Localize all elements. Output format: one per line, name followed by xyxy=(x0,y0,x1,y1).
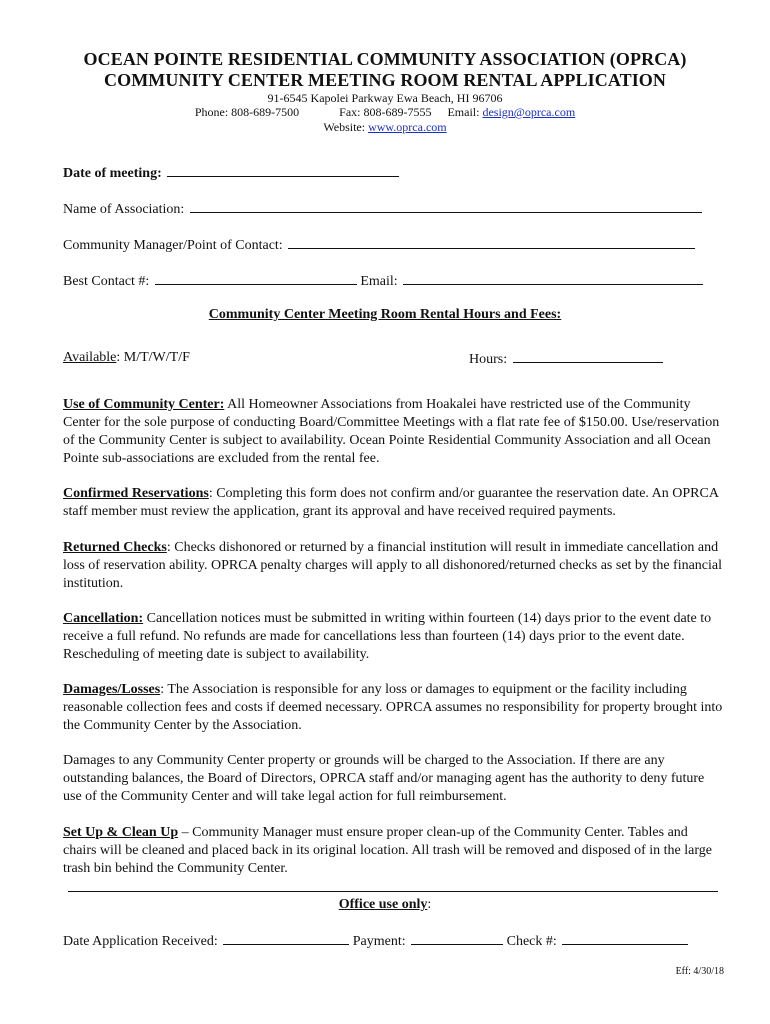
fax-text: Fax: 808-689-7555 xyxy=(339,105,432,119)
website-line xyxy=(0,119,770,135)
phone-text: Phone: 808-689-7500 xyxy=(194,105,300,119)
website-link[interactable]: www.oprca.com xyxy=(368,120,447,134)
available-row xyxy=(63,349,190,367)
date-received-field[interactable] xyxy=(223,931,349,945)
date-of-meeting-field[interactable] xyxy=(167,163,399,177)
cancellation-heading: Cancellation: xyxy=(63,611,144,626)
best-contact-label: Best Contact #: xyxy=(63,274,150,289)
date-received-label: Date Application Received: xyxy=(63,934,218,949)
returned-text: : Checks dishonored or returned by a financial institution will result in immediate cancellation and loss of reservation ability. OPRCA penalty charges will apply to all dishonored/returned checks as set by the financial institution. xyxy=(63,540,723,591)
available-value: : M/T/W/T/F xyxy=(116,350,190,365)
confirmed-heading: Confirmed Reservations xyxy=(63,486,209,501)
use-section xyxy=(63,396,723,468)
payment-label: Payment: xyxy=(352,934,406,949)
divider xyxy=(68,891,718,892)
setup-section xyxy=(63,824,723,878)
association-row xyxy=(63,199,702,219)
website-label: Website: xyxy=(323,120,369,134)
email-field-label: Email: xyxy=(360,274,398,289)
hours-row xyxy=(469,349,663,369)
association-label: Name of Association: xyxy=(63,202,185,217)
email-link[interactable]: design@oprca.com xyxy=(482,105,576,119)
manager-row xyxy=(63,235,695,255)
office-use-colon: : xyxy=(427,897,432,912)
document-subtitle: COMMUNITY CENTER MEETING ROOM RENTAL APPLICATION xyxy=(104,70,666,90)
contact-line xyxy=(0,104,770,120)
damages-section xyxy=(63,681,723,735)
damages-charges-paragraph: Damages to any Community Center property or grounds will be charged to the Association. If there are any outstanding balances, the Board of Directors, OPRCA staff and/or managing agent has the authority to deny future use of the Community Center and will take legal action for full reimbursement. xyxy=(63,753,705,804)
hours-field[interactable] xyxy=(513,349,663,363)
address: 91-6545 Kapolei Parkway Ewa Beach, HI 96706 xyxy=(267,91,503,105)
available-label: Available xyxy=(63,350,117,365)
damages-heading: Damages/Losses xyxy=(63,682,161,697)
document-title: OCEAN POINTE RESIDENTIAL COMMUNITY ASSOCIATION (OPRCA) xyxy=(83,49,687,69)
cancellation-section xyxy=(63,610,723,664)
returned-heading: Returned Checks xyxy=(63,540,167,555)
association-field[interactable] xyxy=(190,199,702,213)
hours-label: Hours: xyxy=(469,352,508,367)
office-use-heading xyxy=(0,897,770,913)
check-label: Check #: xyxy=(506,934,557,949)
setup-text: – Community Manager must ensure proper clean-up of the Community Center. Tables and chairs will be cleaned and placed back in its original location. All trash will be removed and disposed of in the large trash bin behind the Community Center. xyxy=(63,825,712,876)
email-label: Email: xyxy=(447,105,483,119)
date-of-meeting-label: Date of meeting: xyxy=(63,166,162,181)
email-field[interactable] xyxy=(403,271,703,285)
check-field[interactable] xyxy=(562,931,688,945)
setup-heading: Set Up & Clean Up xyxy=(63,825,179,840)
confirmed-section xyxy=(63,485,723,521)
office-use-label: Office use only xyxy=(338,897,428,912)
hours-fees-heading: Community Center Meeting Room Rental Hours and Fees: xyxy=(208,307,562,322)
contact-row xyxy=(63,271,703,291)
returned-section xyxy=(63,539,723,593)
effective-date: Eff: 4/30/18 xyxy=(675,966,724,977)
use-text: All Homeowner Associations from Hoakalei have restricted use of the Community Center for the sole purpose of conducting Board/Committee Meetings with a flat rate fee of $150.00. Use/reservation of the Community Center is subject to availability. Ocean Pointe Residential Community Association and all Ocean Pointe sub-associations are excluded from the rental fee. xyxy=(63,397,720,466)
payment-field[interactable] xyxy=(411,931,503,945)
damages-text: : The Association is responsible for any loss or damages to equipment or the facility including reasonable collection fees and costs if deemed necessary. OPRCA assumes no responsibility for property brought into the Community Center by the Association. xyxy=(63,682,723,733)
manager-label: Community Manager/Point of Contact: xyxy=(63,238,283,253)
office-use-row xyxy=(63,931,688,951)
use-heading: Use of Community Center: xyxy=(63,397,225,412)
best-contact-field[interactable] xyxy=(155,271,357,285)
manager-field[interactable] xyxy=(288,235,695,249)
date-of-meeting-row xyxy=(63,163,399,183)
cancellation-text: Cancellation notices must be submitted in writing within fourteen (14) days prior to the event date to receive a full refund. No refunds are made for cancellations less than fourteen (14) days prior to the event date. Rescheduling of meeting date is subject to availability. xyxy=(63,611,712,662)
confirmed-text: : Completing this form does not confirm and/or guarantee the reservation date. An OPRCA staff member must review the application, grant its approval and have received required payments. xyxy=(63,486,719,519)
